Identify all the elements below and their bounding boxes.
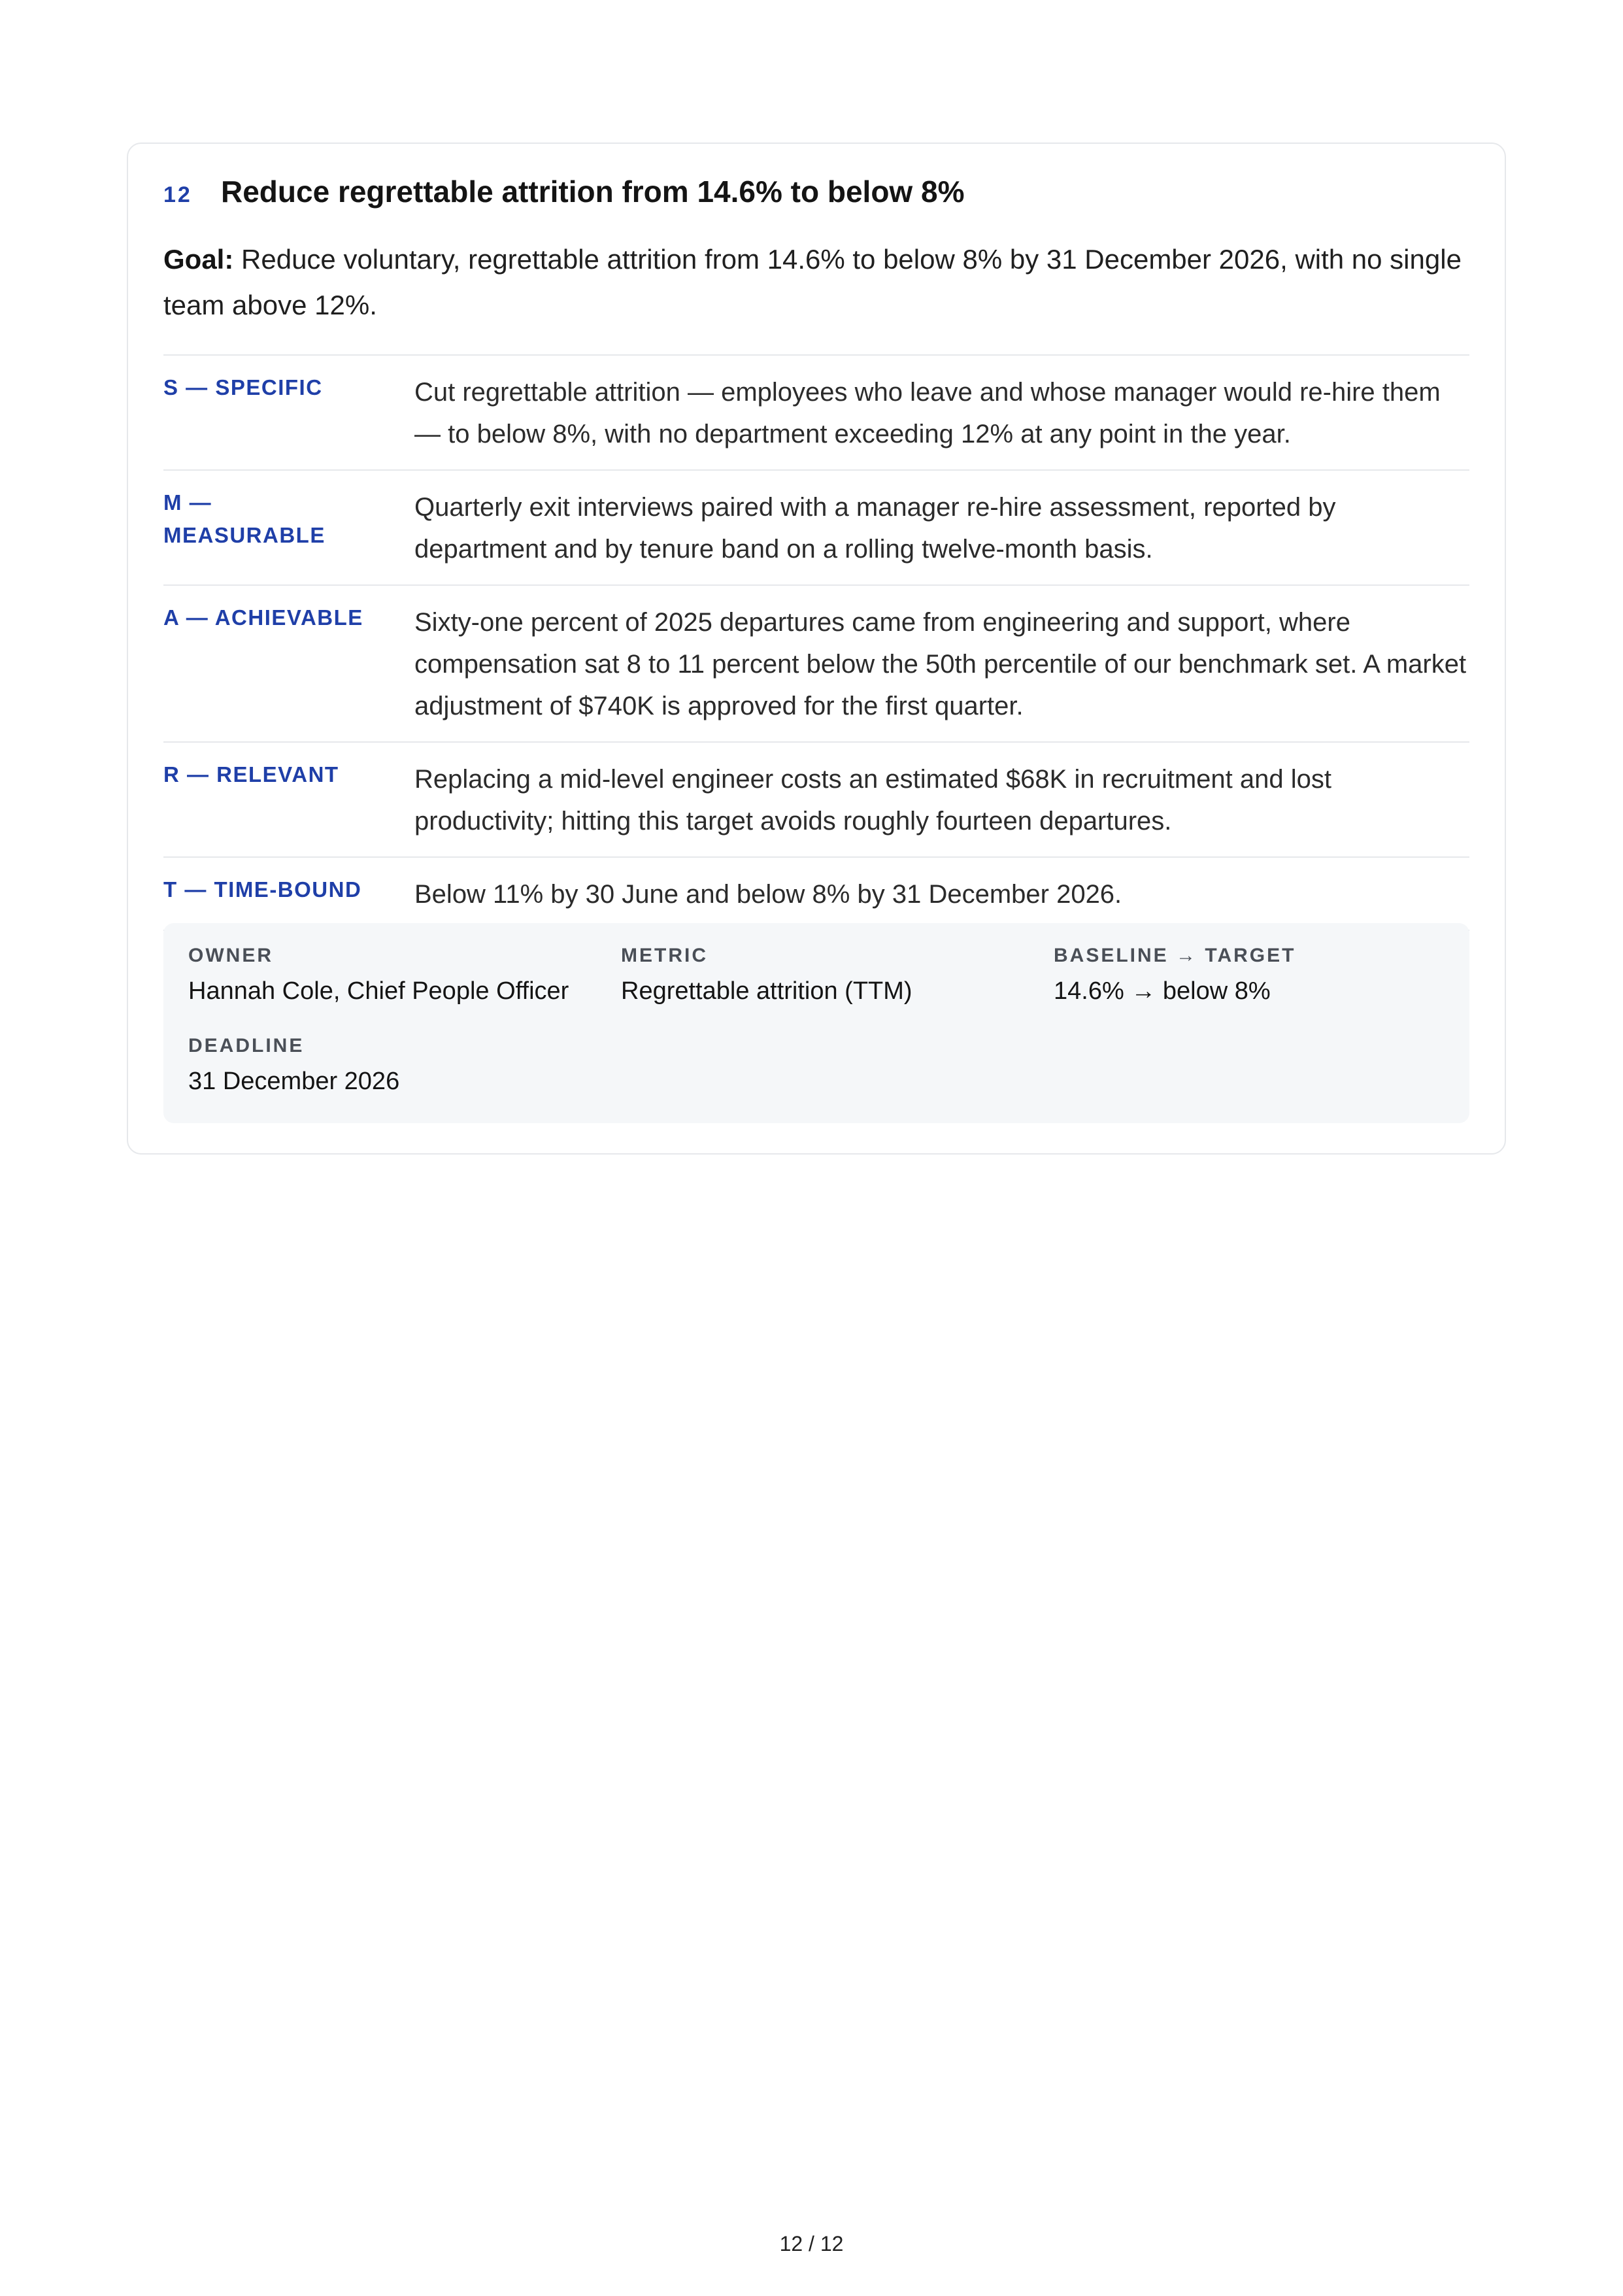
smart-row-measurable [163, 471, 1469, 586]
smart-label-achievable: A — ACHIEVABLE [163, 605, 363, 630]
smart-label-relevant: R — RELEVANT [163, 762, 339, 786]
smart-text-relevant: Replacing a mid-level engineer costs an estimated $68K in recruitment and lost productivity; hitting this target avoids roughly fourteen departures. [414, 765, 1331, 836]
deadline-label: DEADLINE [188, 1035, 305, 1056]
smart-row-relevant [163, 743, 1469, 858]
owner-value: Hannah Cole, Chief People Officer [188, 977, 569, 1005]
smart-text-measurable: Quarterly exit interviews paired with a manager re-hire assessment, reported by department and by tenure band on a rolling twelve-month basis. [414, 493, 1336, 564]
smart-text-achievable: Sixty-one percent of 2025 departures came from engineering and support, where compensation sat 8 to 11 percent below the 50th percentile of our benchmark set. A market adjustment of $740K is approved for the first quarter. [414, 608, 1467, 720]
page-number: 12 / 12 [779, 2232, 844, 2255]
deadline-value: 31 December 2026 [188, 1068, 400, 1095]
deadline-field [188, 1033, 399, 1100]
smart-label-specific: S — SPECIFIC [163, 375, 323, 399]
objective-header [163, 174, 964, 209]
smart-row-achievable [163, 586, 1469, 743]
smart-table [163, 354, 1469, 931]
smart-text-time-bound: Below 11% by 30 June and below 8% by 31 December 2026. [414, 880, 1122, 909]
objective-title: Reduce regrettable attrition from 14.6% to below 8% [221, 175, 965, 209]
baseline-target-value: 14.6% → below 8% [1054, 977, 1271, 1005]
objective-number: 12 [163, 182, 192, 207]
objective-meta-panel [163, 923, 1469, 1123]
goal-text: Reduce voluntary, regrettable attrition from 14.6% to below 8% by 31 December 2026, with no single team above 12%. [163, 244, 1462, 320]
objective-card [127, 143, 1506, 1155]
smart-label-measurable: M — MEASURABLE [163, 490, 326, 547]
metric-value: Regrettable attrition (TTM) [621, 977, 912, 1005]
goal-statement [163, 237, 1464, 328]
metric-field [621, 943, 912, 1009]
smart-row-specific [163, 356, 1469, 471]
smart-row-time-bound [163, 858, 1469, 931]
baseline-target-field [1054, 943, 1296, 1009]
goal-label: Goal: [163, 244, 234, 275]
smart-text-specific: Cut regrettable attrition — employees who leave and whose manager would re-hire them — to below 8%, with no department exceeding 12% at any point in the year. [414, 378, 1441, 448]
baseline-target-label: BASELINE → TARGET [1054, 945, 1296, 966]
owner-label: OWNER [188, 945, 273, 966]
smart-label-time-bound: T — TIME-BOUND [163, 877, 362, 902]
owner-field [188, 943, 569, 1009]
metric-label: METRIC [621, 945, 708, 966]
